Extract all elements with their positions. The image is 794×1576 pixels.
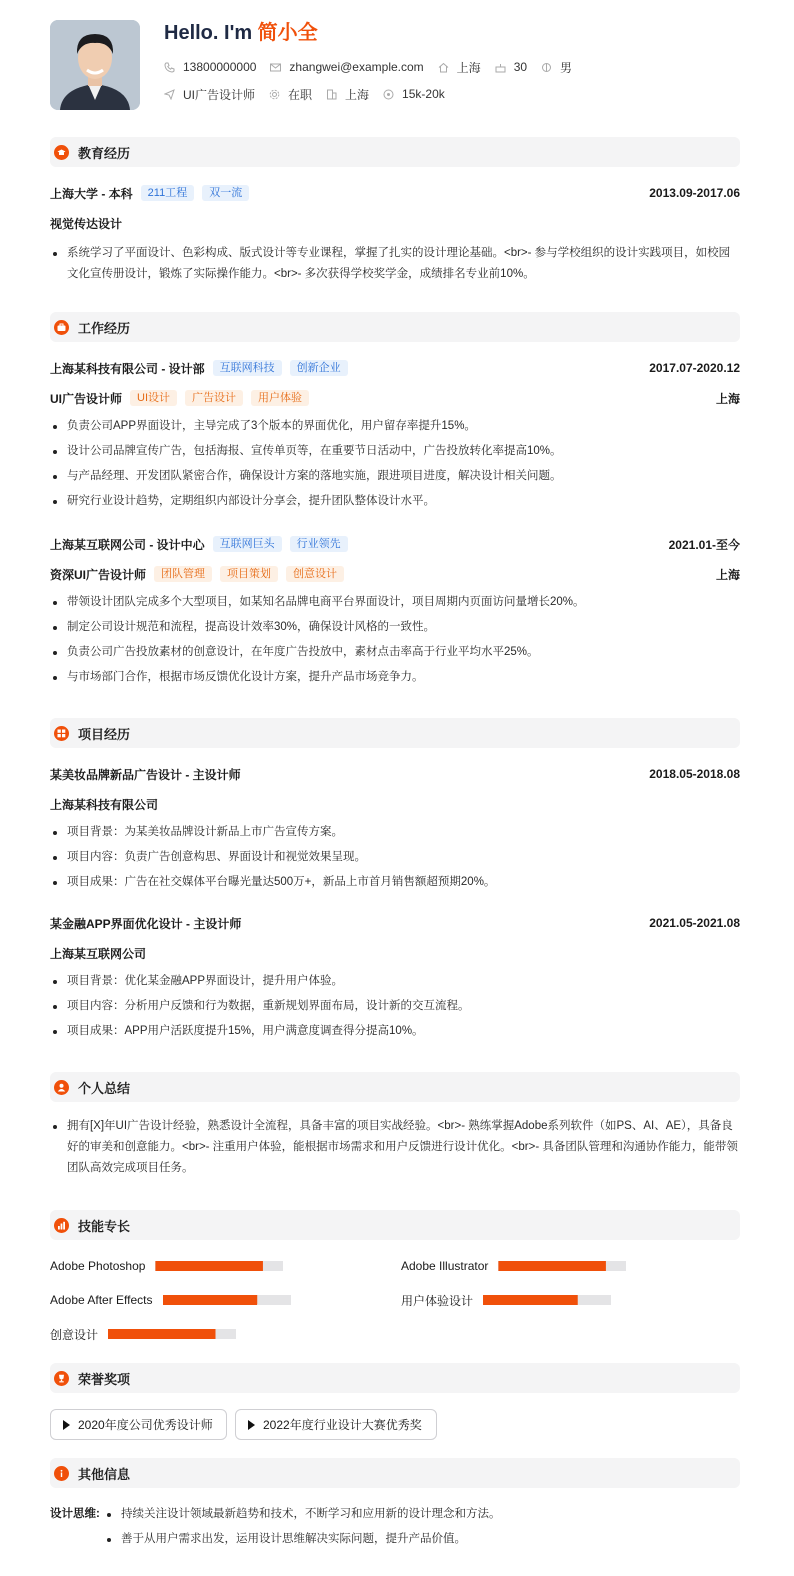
graduation-cap-icon bbox=[54, 145, 69, 160]
section-work bbox=[50, 312, 740, 342]
role-tag: 用户体验 bbox=[251, 390, 309, 406]
skill-item bbox=[401, 1292, 611, 1308]
project-entry bbox=[50, 913, 740, 1046]
mail-icon bbox=[270, 62, 281, 73]
work-date: 2021.01-至今 bbox=[668, 537, 740, 552]
education-entry bbox=[50, 183, 740, 289]
company-tag: 互联网巨头 bbox=[213, 536, 282, 552]
age: 30 bbox=[513, 60, 528, 74]
skill-name: 用户体验设计 bbox=[401, 1293, 474, 1308]
section-title: 项目经历 bbox=[78, 726, 131, 742]
skill-level-fill bbox=[108, 1329, 216, 1339]
work-bullet: 与市场部门合作，根据市场反馈优化设计方案，提升产品市场竞争力。 bbox=[50, 667, 740, 688]
skill-bar bbox=[108, 1329, 236, 1339]
work-bullet: 制定公司设计规范和流程，提高设计效率30%，确保设计风格的一致性。 bbox=[50, 617, 740, 638]
greeting-title: Hello. I'm 简小全 bbox=[164, 22, 318, 44]
section-education bbox=[50, 137, 740, 167]
info-icon bbox=[54, 1466, 69, 1481]
section-skills bbox=[50, 1210, 740, 1240]
award-label: 2020年度公司优秀设计师 bbox=[78, 1418, 213, 1432]
work-city: 上海 bbox=[715, 567, 740, 582]
project-entry bbox=[50, 764, 740, 897]
company-tag: 创新企业 bbox=[290, 360, 348, 376]
user-icon bbox=[54, 1080, 69, 1095]
person-name: 简小全 bbox=[257, 22, 318, 44]
play-icon bbox=[63, 1420, 70, 1430]
project-title: 某金融APP界面优化设计 - 主设计师 bbox=[50, 916, 242, 931]
work-bullet: 带领设计团队完成多个大型项目，如某知名品牌电商平台界面设计，项目周期内页面访问量增长20%。 bbox=[50, 592, 740, 613]
play-icon bbox=[248, 1420, 255, 1430]
other-label: 设计思维: bbox=[50, 1508, 100, 1520]
work-entry bbox=[50, 358, 740, 516]
section-title: 个人总结 bbox=[78, 1080, 131, 1096]
job-status: 在职 bbox=[288, 87, 313, 102]
avatar bbox=[50, 20, 140, 110]
award-label: 2022年度行业设计大赛优秀奖 bbox=[263, 1418, 422, 1432]
section-other bbox=[50, 1458, 740, 1488]
work-bullet: 与产品经理、开发团队紧密合作，确保设计方案的落地实施，跟进项目进度，解决设计相关问题。 bbox=[50, 466, 740, 487]
building-icon bbox=[326, 89, 337, 100]
role-tag: 团队管理 bbox=[154, 566, 212, 582]
skill-name: Adobe Illustrator bbox=[401, 1259, 489, 1273]
other-bullet: 善于从用户需求出发，运用设计思维解决实际问题，提升产品价值。 bbox=[104, 1529, 740, 1550]
role-tag: 创意设计 bbox=[286, 566, 344, 582]
company-name: 上海某互联网公司 - 设计中心 bbox=[50, 537, 205, 552]
skill-level-fill bbox=[163, 1295, 258, 1305]
school-tag: 211工程 bbox=[141, 185, 195, 201]
major: 视觉传达设计 bbox=[50, 216, 123, 231]
skill-item bbox=[50, 1326, 236, 1342]
other-info bbox=[50, 1504, 740, 1554]
work-city: 上海 bbox=[345, 87, 370, 102]
salary: 15k-20k bbox=[402, 87, 445, 101]
location: 上海 bbox=[456, 60, 481, 75]
coin-icon bbox=[383, 89, 394, 100]
work-entry bbox=[50, 534, 740, 692]
section-projects bbox=[50, 718, 740, 748]
work-bullet: 负责公司广告投放素材的创意设计，在年度广告投放中，素材点击率高于行业平均水平25%。 bbox=[50, 642, 740, 663]
skill-level-fill bbox=[483, 1295, 578, 1305]
project-title: 某美妆品牌新品广告设计 - 主设计师 bbox=[50, 767, 241, 782]
summary-text: 拥有[X]年UI广告设计经验，熟悉设计全流程，具备丰富的项目实战经验。<br>- 熟练掌握Adobe系列软件（如PS、AI、AE），具备良好的审美和创意能力。<br>- 注重用户体验，能根据市场需求和用户反馈进行设计优化。<br>- 具备团队管理和沟通协作能力，能带领团队高效完成项目任务。 bbox=[50, 1116, 740, 1179]
job-title: UI广告设计师 bbox=[183, 87, 256, 102]
section-summary bbox=[50, 1072, 740, 1102]
role-title: 资深UI广告设计师 bbox=[50, 567, 147, 582]
project-company: 上海某互联网公司 bbox=[50, 946, 147, 961]
project-date: 2018.05-2018.08 bbox=[649, 767, 740, 781]
section-title: 其他信息 bbox=[78, 1466, 131, 1482]
cake-icon bbox=[495, 62, 506, 73]
project-bullet: 项目背景：为某美妆品牌设计新品上市广告宣传方案。 bbox=[50, 822, 740, 843]
grid-icon bbox=[54, 726, 69, 741]
email: zhangwei@example.com bbox=[289, 60, 424, 74]
project-bullet: 项目内容：负责广告创意构思、界面设计和视觉效果呈现。 bbox=[50, 847, 740, 868]
skill-level-fill bbox=[155, 1261, 263, 1271]
skill-item bbox=[50, 1258, 283, 1274]
bar-chart-icon bbox=[54, 1218, 69, 1233]
project-bullet: 项目内容：分析用户反馈和行为数据，重新规划界面布局，设计新的交互流程。 bbox=[50, 996, 740, 1017]
project-bullet: 项目成果：广告在社交媒体平台曝光量达500万+，新品上市首月销售额超预期20%。 bbox=[50, 872, 740, 893]
award-item[interactable] bbox=[235, 1409, 437, 1440]
skill-item bbox=[401, 1258, 626, 1274]
role-tag: 项目策划 bbox=[220, 566, 278, 582]
section-title: 技能专长 bbox=[78, 1218, 131, 1234]
skill-item bbox=[50, 1292, 291, 1308]
skill-name: Adobe After Effects bbox=[50, 1293, 153, 1307]
education-description: 系统学习了平面设计、色彩构成、版式设计等专业课程，掌握了扎实的设计理论基础。<br>- 参与学校组织的设计实践项目，如校园文化宣传册设计，锻炼了实际操作能力。<br>- 多次获得学校奖学金，成绩排名专业前10%。 bbox=[50, 243, 740, 285]
gender: 男 bbox=[560, 60, 573, 75]
summary-block bbox=[50, 1116, 740, 1183]
section-awards bbox=[50, 1363, 740, 1393]
company-tag: 行业领先 bbox=[290, 536, 348, 552]
project-date: 2021.05-2021.08 bbox=[649, 916, 740, 930]
company-tag: 互联网科技 bbox=[213, 360, 282, 376]
education-date: 2013.09-2017.06 bbox=[649, 186, 740, 200]
skill-bar bbox=[163, 1295, 291, 1305]
work-date: 2017.07-2020.12 bbox=[649, 361, 740, 375]
profile-header bbox=[50, 20, 740, 120]
section-title: 工作经历 bbox=[78, 320, 131, 336]
project-company: 上海某科技有限公司 bbox=[50, 797, 159, 812]
company-name: 上海某科技有限公司 - 设计部 bbox=[50, 361, 205, 376]
skill-name: 创意设计 bbox=[50, 1327, 99, 1342]
gender-icon bbox=[541, 62, 552, 73]
other-bullet: 持续关注设计领域最新趋势和技术，不断学习和应用新的设计理念和方法。 bbox=[104, 1504, 740, 1525]
project-bullet: 项目背景：优化某金融APP界面设计，提升用户体验。 bbox=[50, 971, 740, 992]
work-city: 上海 bbox=[715, 391, 740, 406]
section-title: 荣誉奖项 bbox=[78, 1371, 131, 1387]
school-name: 上海大学 - 本科 bbox=[50, 186, 133, 201]
skill-bar bbox=[483, 1295, 611, 1305]
skill-name: Adobe Photoshop bbox=[50, 1259, 146, 1273]
school-tag: 双一流 bbox=[202, 185, 249, 201]
gear-icon bbox=[269, 89, 280, 100]
work-bullet: 研究行业设计趋势，定期组织内部设计分享会，提升团队整体设计水平。 bbox=[50, 491, 740, 512]
skill-bar bbox=[498, 1261, 626, 1271]
phone-icon bbox=[164, 62, 175, 73]
skill-level-fill bbox=[498, 1261, 606, 1271]
send-icon bbox=[164, 89, 175, 100]
role-tag: 广告设计 bbox=[185, 390, 243, 406]
work-bullet: 负责公司APP界面设计，主导完成了3个版本的界面优化，用户留存率提升15%。 bbox=[50, 416, 740, 437]
award-item[interactable] bbox=[50, 1409, 227, 1440]
trophy-icon bbox=[54, 1371, 69, 1386]
work-bullet: 设计公司品牌宣传广告，包括海报、宣传单页等，在重要节日活动中，广告投放转化率提高10%。 bbox=[50, 441, 740, 462]
home-icon bbox=[438, 62, 449, 73]
skill-bar bbox=[155, 1261, 283, 1271]
role-title: UI广告设计师 bbox=[50, 391, 123, 406]
project-bullet: 项目成果：APP用户活跃度提升15%，用户满意度调查得分提高10%。 bbox=[50, 1021, 740, 1042]
briefcase-icon bbox=[54, 320, 69, 335]
phone: 13800000000 bbox=[183, 60, 257, 74]
section-title: 教育经历 bbox=[78, 145, 131, 161]
role-tag: UI设计 bbox=[130, 390, 177, 406]
